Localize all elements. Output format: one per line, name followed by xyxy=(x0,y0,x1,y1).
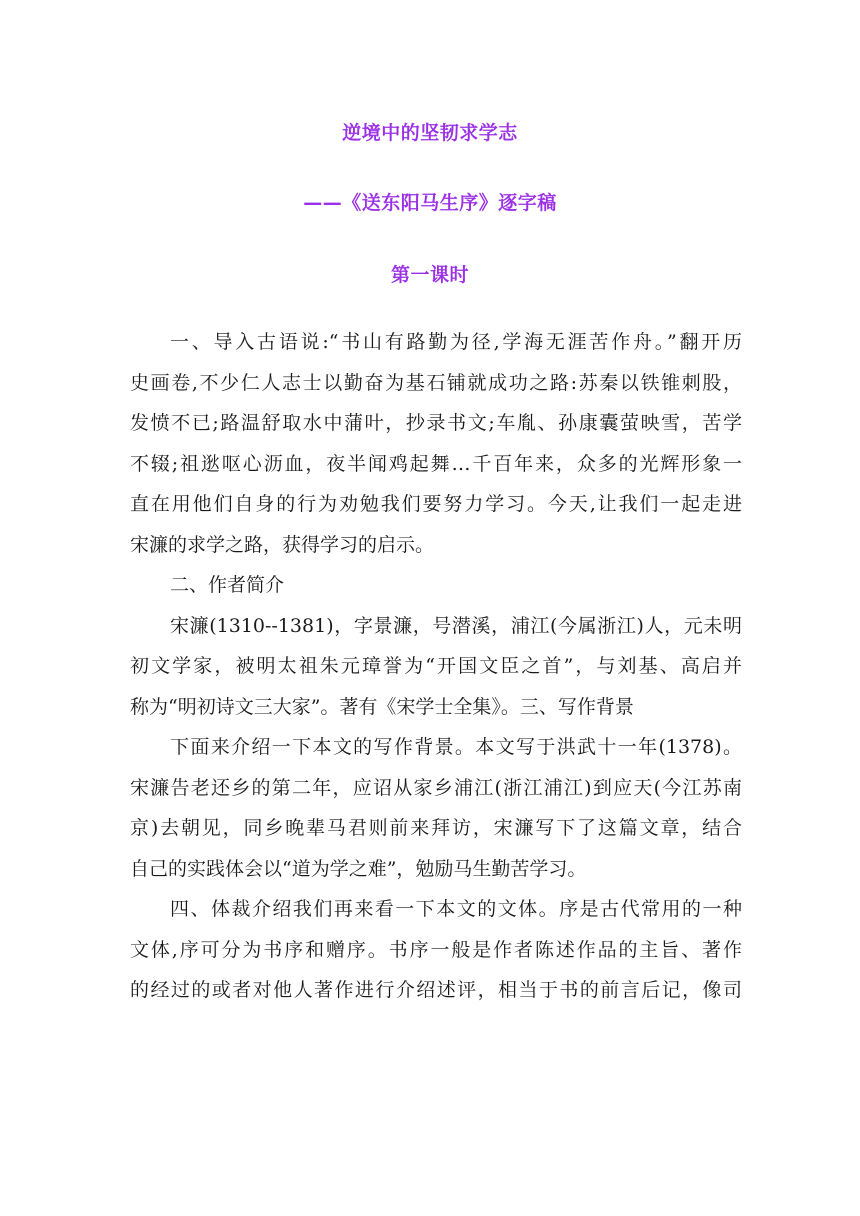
text-line: 称为“明初诗文三大家”。著有《宋学士全集》。三、写作背景 xyxy=(130,695,634,718)
document-subtitle: ——《送东阳马生序》逐字稿 xyxy=(303,192,557,214)
text-line: 的经过的或者对他人著作进行介绍述评，相当于书的前言后记，像司 xyxy=(130,979,742,1001)
section-heading: 二、作者简介 xyxy=(170,574,285,596)
body-text xyxy=(130,322,742,1011)
text-line: 不辍;祖逖呕心沥血，夜半闻鸡起舞…千百年来，众多的光辉形象一 xyxy=(130,452,742,475)
text-line: 宋濂的求学之路，获得学习的启示。 xyxy=(130,533,435,556)
text-line: 自己的实践体会以“道为学之难”，勉励马生勤苦学习。 xyxy=(130,857,587,880)
text-line: 一、导入古语说:“书山有路勤为径,学海无涯苦作舟。”翻开历 xyxy=(170,331,742,353)
text-line: 四、体裁介绍我们再来看一下本文的文体。序是古代常用的一种 xyxy=(170,898,742,920)
text-line: 下面来介绍一下本文的写作背景。本文写于洪武十一年(1378)。 xyxy=(170,736,742,758)
text-line: 史画卷,不少仁人志士以勤奋为基石铺就成功之路:苏秦以铁锥刺股， xyxy=(130,371,742,394)
text-line: 京)去朝见，同乡晚辈马君则前来拜访，宋濂写下了这篇文章，结合 xyxy=(130,817,742,839)
text-line: 初文学家，被明太祖朱元璋誉为“开国文臣之首”，与刘基、高启并 xyxy=(130,655,742,677)
lesson-heading: 第一课时 xyxy=(390,264,469,286)
text-line: 发愤不已;路温舒取水中蒲叶，抄录书文;车胤、孙康囊萤映雪，苦学 xyxy=(130,412,742,434)
text-line: 直在用他们自身的行为劝勉我们要努力学习。今天,让我们一起走进 xyxy=(130,493,742,515)
text-line: 宋濂告老还乡的第二年，应诏从家乡浦江(浙江浦江)到应天(今江苏南 xyxy=(130,776,742,799)
text-line: 文体,序可分为书序和赠序。书序一般是作者陈述作品的主旨、著作 xyxy=(130,938,742,961)
text-line: 宋濂(1310--1381)，字景濂，号潜溪，浦江(今属浙江)人，元未明 xyxy=(170,614,742,637)
document-title: 逆境中的坚韧求学志 xyxy=(342,122,518,144)
